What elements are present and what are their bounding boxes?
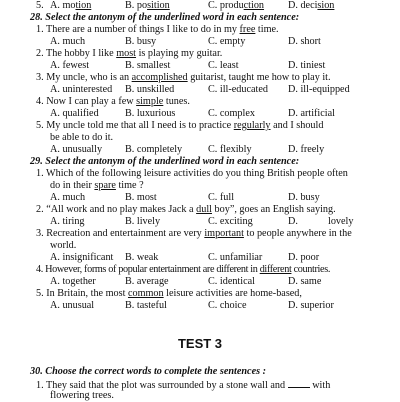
q30-item-1-continued: flowering trees. — [50, 390, 114, 401]
option-a: A. unusual — [50, 300, 95, 311]
q28-item-1: 1. There are a number of things I like to do in my free time. — [36, 24, 279, 35]
q29-item-4: 4. However, forms of popular entertainment are different in different countries. — [36, 264, 331, 275]
q29-item-3: 3. Recreation and entertainment are very important to people anywhere in the — [36, 228, 352, 239]
option-b: B. weak — [125, 252, 159, 263]
underlined-word: free — [239, 24, 256, 35]
option-b: B. tasteful — [125, 300, 167, 311]
underlined-word: most — [116, 48, 137, 59]
option-a: A. much — [50, 36, 86, 47]
option-d: D. same — [288, 276, 322, 287]
option-a: A. fewest — [50, 60, 90, 71]
option-b: B. completely — [125, 144, 183, 155]
option-c: C. empty — [208, 36, 246, 47]
option-c: C. ill-educated — [208, 84, 268, 95]
option-d: D. tiniest — [288, 60, 326, 71]
option-d: D. short — [288, 36, 321, 47]
q28-item-3: 3. My uncle, who is an accomplished guitarist, taught me how to play it. — [36, 72, 331, 83]
underlined-word: regularly — [233, 120, 271, 131]
option-c: C. production — [208, 0, 265, 11]
option-b: B. average — [125, 276, 169, 287]
option-a: A. unusually — [50, 144, 103, 155]
option-d: D. superior — [288, 300, 334, 311]
q27-item-5 — [36, 0, 44, 12]
option-d: D. busy — [288, 192, 320, 203]
q29-item-3-continued: world. — [50, 240, 77, 251]
q30-item-1: 1. They said that the plot was surrounded by a stone wall and with — [36, 380, 331, 391]
option-b: B. position — [125, 0, 170, 11]
option-d: D. artificial — [288, 108, 335, 119]
q28-item-2: 2. The hobby I like most is playing my guitar. — [36, 48, 223, 59]
underlined-word: spare — [94, 180, 116, 191]
option-a: A. qualified — [50, 108, 99, 119]
q29-item-1-continued: do in their spare time ? — [50, 180, 144, 191]
option-d: D. decision — [288, 0, 335, 11]
option-a: A. insignificant — [50, 252, 114, 263]
option-c: C. exciting — [208, 216, 253, 227]
option-d: D. — [288, 216, 298, 227]
q28-item-4: 4. Now I can play a few simple tunes. — [36, 96, 190, 107]
option-b: B. busy — [125, 36, 157, 47]
option-c: C. identical — [208, 276, 255, 287]
option-d: D. ill-equipped — [288, 84, 350, 95]
underlined-word: dull — [196, 204, 212, 215]
option-d-text: lovely — [328, 216, 354, 227]
underlined-word: simple — [136, 96, 164, 107]
option-b: B. most — [125, 192, 157, 203]
option-d: D. freely — [288, 144, 325, 155]
q28-item-5: 5. My uncle told me that all I need is to practice regularly and I should — [36, 120, 324, 131]
option-a: A. much — [50, 192, 86, 203]
q28-heading: 28. Select the antonym of the underlined word in each sentence: — [30, 12, 300, 23]
option-c: C. flexibly — [208, 144, 252, 155]
underlined-word: accomplished — [131, 72, 188, 83]
option-b: B. lively — [125, 216, 161, 227]
item-number: 5. — [36, 0, 44, 11]
option-c: C. unfamiliar — [208, 252, 263, 263]
q29-item-2: 2. “All work and no play makes Jack a dull boy”, goes an English saying. — [36, 204, 336, 215]
option-a: A. tiring — [50, 216, 85, 227]
option-b: B. smallest — [125, 60, 171, 71]
option-a: A. motion — [50, 0, 92, 11]
option-c: C. least — [208, 60, 239, 71]
option-a: A. together — [50, 276, 96, 287]
option-c: C. choice — [208, 300, 247, 311]
underlined-word: different — [259, 264, 292, 275]
q29-heading: 29. Select the antonym of the underlined word in each sentence: — [30, 156, 300, 167]
q28-item-5-continued: be able to do it. — [50, 132, 114, 143]
option-d: D. poor — [288, 252, 320, 263]
option-a: A. uninterested — [50, 84, 113, 95]
q29-item-1: 1. Which of the following leisure activities do you thing British people often — [36, 168, 348, 179]
answer-blank[interactable] — [288, 378, 310, 388]
q30-heading: 30. Choose the correct words to complete the sentences : — [30, 366, 266, 377]
option-b: B. unskilled — [125, 84, 175, 95]
test-title: TEST 3 — [177, 336, 223, 351]
option-c: C. full — [208, 192, 235, 203]
q29-item-5: 5. In Britain, the most common leisure activities are home-based, — [36, 288, 302, 299]
option-c: C. complex — [208, 108, 255, 119]
underlined-word: important — [204, 228, 244, 239]
option-b: B. luxurious — [125, 108, 176, 119]
underlined-word: common — [127, 288, 164, 299]
